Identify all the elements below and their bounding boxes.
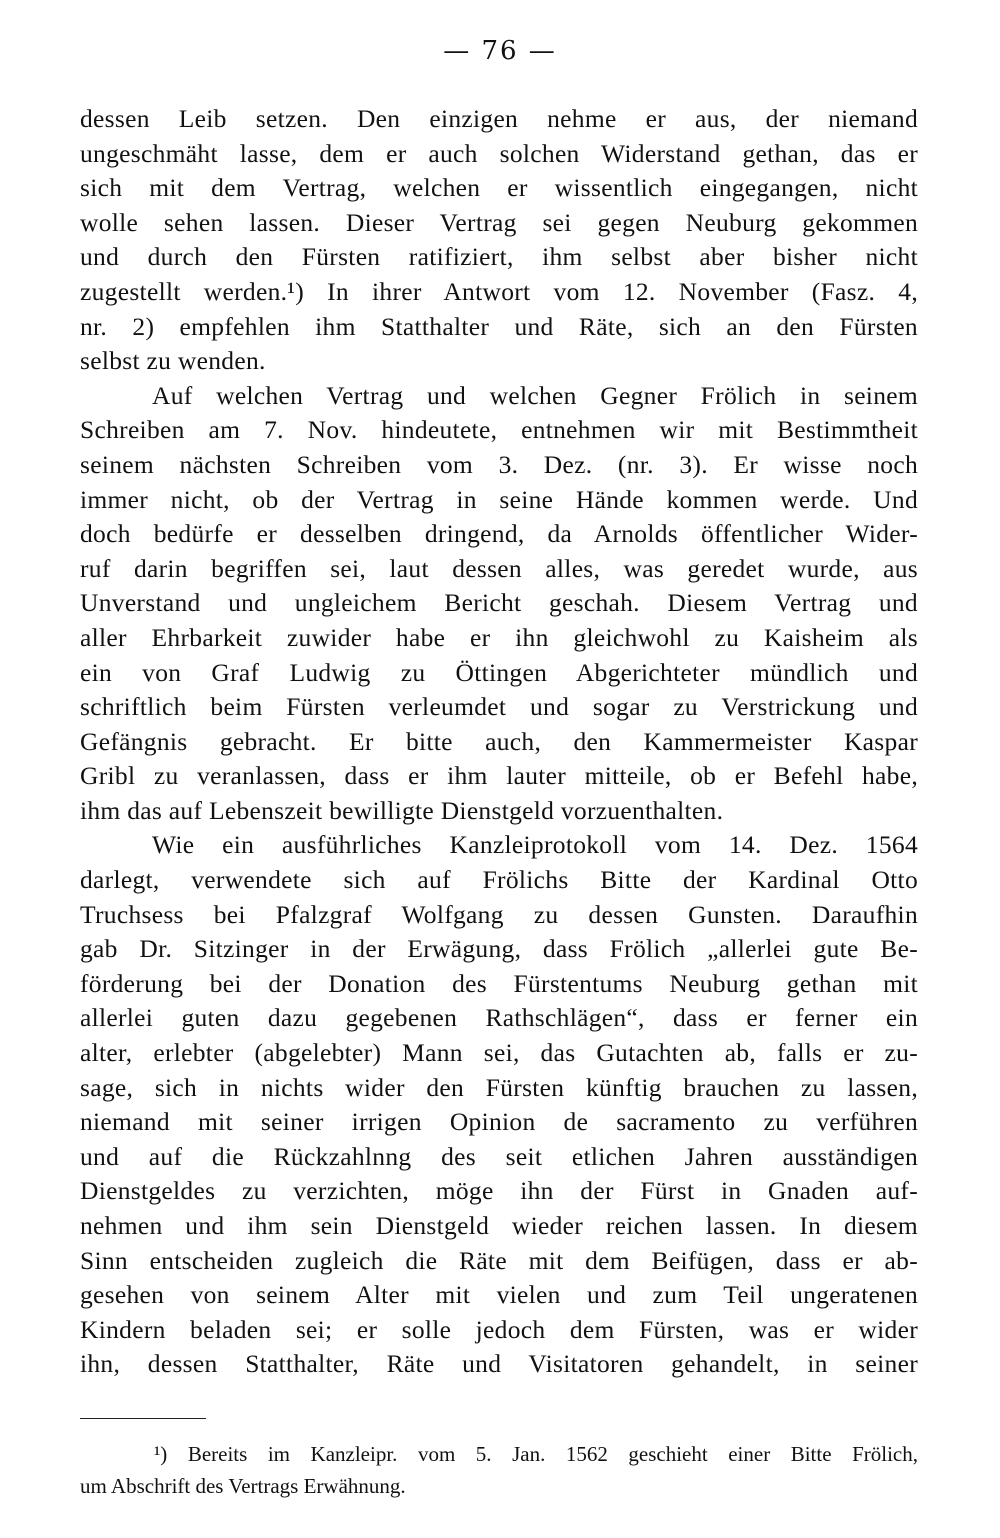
text-line: Kindern beladen sei; er solle jedoch dem Fürsten, was er wider xyxy=(80,1314,918,1344)
text-line: dessen Leib setzen. Den einzigen nehme er aus, der niemand xyxy=(80,104,918,133)
paragraph-1 xyxy=(80,102,918,379)
text-line: seinem nächsten Schreiben vom 3. Dez. (nr. 3). Er wisse noch xyxy=(80,449,918,479)
text-line: darlegt, verwendete sich auf Frölichs Bitte der Kardinal Otto xyxy=(80,865,918,895)
text-line: gesehen von seinem Alter mit vielen und zum Teil ungeratenen xyxy=(80,1280,918,1310)
text-line: zugestellt werden.¹) In ihrer Antwort vom 12. November (Fasz. 4, xyxy=(80,276,918,306)
footnote-line: um Abschrift des Vertrags Erwähnung. xyxy=(80,1474,406,1498)
footnote-line: ¹) Bereits im Kanzleipr. vom 5. Jan. 1562 geschieht einer Bitte Frölich, xyxy=(154,1442,918,1466)
text-line: schriftlich beim Fürsten verleumdet und sogar zu Verstrickung und xyxy=(80,692,918,722)
text-line: niemand mit seiner irrigen Opinion de sacramento zu verführen xyxy=(80,1107,918,1137)
footnote xyxy=(80,1438,918,1502)
text-line: Dienstgeldes zu verzichten, möge ihn der Fürst in Gnaden auf- xyxy=(80,1176,918,1206)
text-line: doch bedürfe er desselben dringend, da Arnolds öffentlicher Wider- xyxy=(80,519,918,549)
text-line: Truchsess bei Pfalzgraf Wolfgang zu dessen Gunsten. Daraufhin xyxy=(80,899,918,929)
text-line: alter, erlebter (abgelebter) Mann sei, das Gutachten ab, falls er zu- xyxy=(80,1038,918,1068)
text-line: ihn, dessen Statthalter, Räte und Visitatoren gehandelt, in seiner xyxy=(80,1349,918,1379)
text-line: aller Ehrbarkeit zuwider habe er ihn gleichwohl zu Kaisheim als xyxy=(80,622,918,652)
text-line: und durch den Fürsten ratifiziert, ihm selbst aber bisher nicht xyxy=(80,242,918,272)
text-line: immer nicht, ob der Vertrag in seine Hände kommen werde. Und xyxy=(80,484,918,514)
text-line: Schreiben am 7. Nov. hindeutete, entnehmen wir mit Bestimmtheit xyxy=(80,415,918,445)
body-text xyxy=(80,102,918,1382)
text-line: ungeschmäht lasse, dem er auch solchen Widerstand gethan, das er xyxy=(80,138,918,168)
text-line: Gefängnis gebracht. Er bitte auch, den Kammermeister Kaspar xyxy=(80,726,918,756)
text-line: Unverstand und ungleichem Bericht geschah. Diesem Vertrag und xyxy=(80,588,918,618)
footnote-divider xyxy=(80,1418,206,1419)
text-line: ein von Graf Ludwig zu Öttingen Abgerichteter mündlich und xyxy=(80,657,918,687)
text-line: selbst zu wenden. xyxy=(80,346,266,376)
text-line: ruf darin begriffen sei, laut dessen alles, was geredet wurde, aus xyxy=(80,553,918,583)
page-number: — 76 — xyxy=(443,36,557,66)
text-line: und auf die Rückzahlnng des seit etlichen Jahren ausständigen xyxy=(80,1141,918,1171)
text-line: ihm das auf Lebenszeit bewilligte Dienstgeld vorzuenthalten. xyxy=(80,795,724,825)
text-line: nehmen und ihm sein Dienstgeld wieder reichen lassen. In diesem xyxy=(80,1211,918,1240)
text-line: wolle sehen lassen. Dieser Vertrag sei gegen Neuburg gekommen xyxy=(80,207,918,237)
text-line: Gribl zu veranlassen, dass er ihm lauter mitteile, ob er Befehl habe, xyxy=(80,761,918,791)
text-line: förderung bei der Donation des Fürstentums Neuburg gethan mit xyxy=(80,968,918,998)
text-line: sage, sich in nichts wider den Fürsten künftig brauchen zu lassen, xyxy=(80,1072,918,1102)
text-line: Auf welchen Vertrag und welchen Gegner Frölich in seinem xyxy=(152,380,918,410)
paragraph-2 xyxy=(80,379,918,829)
text-line: sich mit dem Vertrag, welchen er wissentlich eingegangen, nicht xyxy=(80,173,918,203)
text-line: Sinn entscheiden zugleich die Räte mit dem Beifügen, dass er ab- xyxy=(80,1245,918,1275)
text-line: Wie ein ausführliches Kanzleiprotokoll vom 14. Dez. 1564 xyxy=(152,830,918,860)
text-line: allerlei guten dazu gegebenen Rathschlägen“, dass er ferner ein xyxy=(80,1003,918,1033)
text-line: gab Dr. Sitzinger in der Erwägung, dass Frölich „allerlei gute Be- xyxy=(80,934,918,964)
paragraph-3 xyxy=(80,828,918,1382)
text-line: nr. 2) empfehlen ihm Statthalter und Räte, sich an den Fürsten xyxy=(80,311,918,341)
